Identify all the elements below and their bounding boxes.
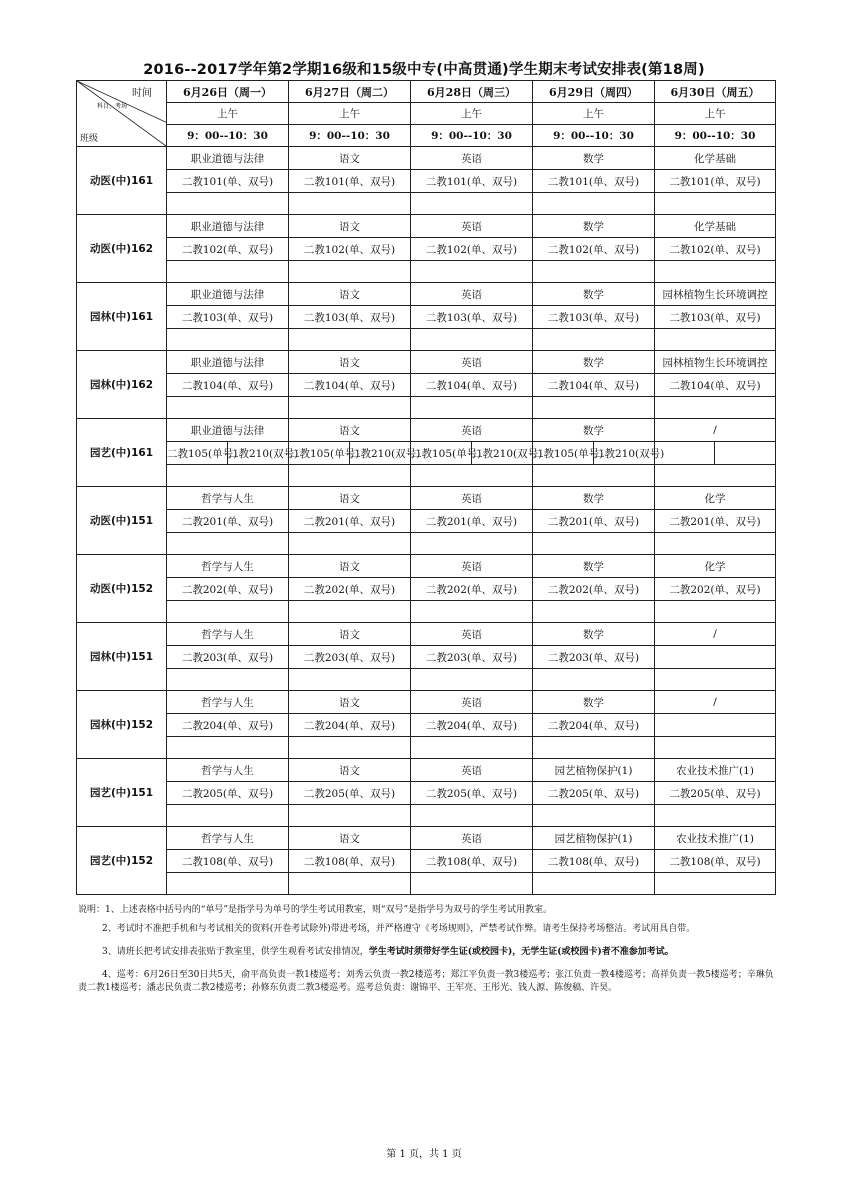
blank-cell bbox=[655, 329, 776, 351]
room-cell: 二教108(单、双号) bbox=[411, 850, 533, 873]
subject-cell: 职业道德与法律 bbox=[167, 215, 289, 238]
room-cell: 二教203(单、双号) bbox=[289, 646, 411, 669]
blank-cell bbox=[655, 737, 776, 759]
room-cell: 二教202(单、双号) bbox=[533, 578, 655, 601]
page-title: 2016--2017学年第2学期16级和15级中专(中高贯通)学生期末考试安排表(第18周) bbox=[143, 62, 705, 78]
blank-cell bbox=[411, 805, 533, 827]
time-header: 9：00--10：30 bbox=[533, 125, 655, 147]
note-3-bold: 学生考试时须带好学生证(或校园卡)，无学生证(或校园卡)者不准参加考试。 bbox=[368, 947, 674, 957]
subject-cell: 英语 bbox=[411, 691, 533, 714]
room-cell: 二教203(单、双号) bbox=[533, 646, 655, 669]
class-name: 动医(中)152 bbox=[77, 555, 167, 623]
room-cell-odd: 二教105(单号) bbox=[167, 442, 228, 465]
room-row bbox=[77, 850, 776, 873]
blank-cell bbox=[655, 465, 776, 487]
blank-cell bbox=[533, 737, 655, 759]
room-cell-odd: 二教105(单号) bbox=[411, 442, 472, 465]
blank-cell bbox=[167, 873, 289, 895]
subject-cell: 化学基础 bbox=[655, 147, 776, 170]
room-cell: 二教204(单、双号) bbox=[289, 714, 411, 737]
room-cell: 二教104(单、双号) bbox=[533, 374, 655, 397]
blank-cell bbox=[167, 669, 289, 691]
subject-cell: 语文 bbox=[289, 623, 411, 646]
subject-cell: 园艺植物保护(1) bbox=[533, 827, 655, 850]
room-cell: 二教101(单、双号) bbox=[655, 170, 776, 193]
room-cell-even: 二教210(双号) bbox=[472, 442, 533, 465]
period-header: 上午 bbox=[411, 103, 533, 125]
header-row-periods bbox=[77, 103, 776, 125]
room-cell bbox=[655, 646, 776, 669]
blank-cell bbox=[411, 669, 533, 691]
room-cell: 二教108(单、双号) bbox=[533, 850, 655, 873]
blank-cell bbox=[533, 465, 655, 487]
period-header: 上午 bbox=[533, 103, 655, 125]
blank-cell bbox=[411, 329, 533, 351]
note-3 bbox=[78, 946, 778, 959]
subject-cell: 英语 bbox=[411, 419, 533, 442]
room-cell-odd: 二教105(单号) bbox=[289, 442, 350, 465]
blank-cell bbox=[167, 533, 289, 555]
subject-cell: 职业道德与法律 bbox=[167, 283, 289, 306]
subject-cell: / bbox=[655, 623, 776, 646]
subject-cell: 英语 bbox=[411, 555, 533, 578]
subject-cell: 语文 bbox=[289, 419, 411, 442]
blank-cell bbox=[655, 873, 776, 895]
subject-cell: 语文 bbox=[289, 283, 411, 306]
blank-row bbox=[77, 873, 776, 895]
blank-cell bbox=[167, 601, 289, 623]
time-header: 9：00--10：30 bbox=[411, 125, 533, 147]
blank-cell bbox=[289, 873, 411, 895]
page-footer: 第 1 页，共 1 页 bbox=[386, 1149, 462, 1160]
blank-cell bbox=[533, 669, 655, 691]
subject-cell: 语文 bbox=[289, 147, 411, 170]
header-row-times bbox=[77, 125, 776, 147]
room-cell: 二教103(单、双号) bbox=[289, 306, 411, 329]
time-header: 9：00--10：30 bbox=[655, 125, 776, 147]
class-row bbox=[77, 215, 776, 238]
blank-cell bbox=[167, 193, 289, 215]
subject-cell: 哲学与人生 bbox=[167, 759, 289, 782]
class-row bbox=[77, 623, 776, 646]
subject-cell: 数学 bbox=[533, 487, 655, 510]
room-cell: 二教205(单、双号) bbox=[411, 782, 533, 805]
room-cell: 二教102(单、双号) bbox=[411, 238, 533, 261]
room-cell: 二教104(单、双号) bbox=[411, 374, 533, 397]
blank-cell bbox=[533, 193, 655, 215]
room-row bbox=[77, 374, 776, 397]
blank-cell bbox=[533, 533, 655, 555]
room-row bbox=[77, 306, 776, 329]
blank-cell bbox=[533, 805, 655, 827]
room-row bbox=[77, 442, 776, 465]
subject-cell: 语文 bbox=[289, 351, 411, 374]
blank-cell bbox=[411, 193, 533, 215]
subject-cell: 英语 bbox=[411, 147, 533, 170]
class-name: 动医(中)162 bbox=[77, 215, 167, 283]
blank-cell bbox=[533, 601, 655, 623]
room-cell-even: 二教210(双号) bbox=[228, 442, 289, 465]
class-row bbox=[77, 487, 776, 510]
class-name: 园林(中)151 bbox=[77, 623, 167, 691]
room-cell: 二教104(单、双号) bbox=[655, 374, 776, 397]
subject-cell: 英语 bbox=[411, 487, 533, 510]
subject-cell: 语文 bbox=[289, 759, 411, 782]
subject-cell: 数学 bbox=[533, 555, 655, 578]
subject-cell: 园林植物生长环境调控 bbox=[655, 351, 776, 374]
room-cell: 二教205(单、双号) bbox=[655, 782, 776, 805]
subject-cell: 英语 bbox=[411, 827, 533, 850]
room-cell: 二教102(单、双号) bbox=[533, 238, 655, 261]
blank-row bbox=[77, 261, 776, 283]
room-cell: 二教202(单、双号) bbox=[289, 578, 411, 601]
room-row bbox=[77, 782, 776, 805]
blank-cell bbox=[289, 397, 411, 419]
room-cell: 二教202(单、双号) bbox=[655, 578, 776, 601]
room-cell: 二教201(单、双号) bbox=[655, 510, 776, 533]
room-cell: 二教103(单、双号) bbox=[411, 306, 533, 329]
subject-cell: 哲学与人生 bbox=[167, 691, 289, 714]
subject-cell: 英语 bbox=[411, 759, 533, 782]
room-cell: 二教201(单、双号) bbox=[533, 510, 655, 533]
blank-cell bbox=[167, 737, 289, 759]
subject-cell: 化学 bbox=[655, 555, 776, 578]
subject-cell: 英语 bbox=[411, 351, 533, 374]
blank-cell bbox=[411, 873, 533, 895]
blank-cell bbox=[167, 261, 289, 283]
blank-cell bbox=[655, 261, 776, 283]
period-header: 上午 bbox=[167, 103, 289, 125]
blank-row bbox=[77, 805, 776, 827]
subject-cell: 化学 bbox=[655, 487, 776, 510]
subject-cell: 农业技术推广(1) bbox=[655, 827, 776, 850]
note-1: 说明：1、上述表格中括号内的“单号”是指学号为单号的学生考试用教室，则“双号”是指学号为双号的学生考试用教室。 bbox=[78, 905, 553, 915]
blank-cell bbox=[655, 193, 776, 215]
class-name: 园林(中)161 bbox=[77, 283, 167, 351]
room-cell: 二教103(单、双号) bbox=[533, 306, 655, 329]
blank-cell bbox=[655, 601, 776, 623]
room-cell: 二教204(单、双号) bbox=[411, 714, 533, 737]
room-cell: 二教202(单、双号) bbox=[411, 578, 533, 601]
class-name: 园艺(中)152 bbox=[77, 827, 167, 895]
class-name: 园艺(中)161 bbox=[77, 419, 167, 487]
blank-cell bbox=[533, 873, 655, 895]
room-cell: 二教201(单、双号) bbox=[289, 510, 411, 533]
subject-cell: 化学基础 bbox=[655, 215, 776, 238]
room-cell: 二教204(单、双号) bbox=[167, 714, 289, 737]
class-row bbox=[77, 827, 776, 850]
subject-cell: 英语 bbox=[411, 623, 533, 646]
room-cell-odd: 二教105(单号) bbox=[533, 442, 594, 465]
day-header: 6月30日（周五） bbox=[655, 81, 776, 103]
blank-cell bbox=[289, 805, 411, 827]
day-header: 6月29日（周四） bbox=[533, 81, 655, 103]
blank-cell bbox=[289, 329, 411, 351]
room-cell: 二教101(单、双号) bbox=[411, 170, 533, 193]
room-cell bbox=[655, 714, 776, 737]
room-cell: 二教103(单、双号) bbox=[655, 306, 776, 329]
blank-row bbox=[77, 737, 776, 759]
room-cell: 二教108(单、双号) bbox=[655, 850, 776, 873]
subject-cell: 职业道德与法律 bbox=[167, 351, 289, 374]
subject-cell: 数学 bbox=[533, 691, 655, 714]
room-cell: 二教101(单、双号) bbox=[533, 170, 655, 193]
blank-cell bbox=[655, 397, 776, 419]
subject-cell: 英语 bbox=[411, 283, 533, 306]
blank-cell bbox=[533, 329, 655, 351]
subject-cell: 数学 bbox=[533, 147, 655, 170]
class-name: 动医(中)151 bbox=[77, 487, 167, 555]
room-cell: 二教101(单、双号) bbox=[167, 170, 289, 193]
period-header: 上午 bbox=[289, 103, 411, 125]
subject-cell: 英语 bbox=[411, 215, 533, 238]
subject-cell: 数学 bbox=[533, 283, 655, 306]
corner-time-label: 时间 bbox=[132, 88, 152, 99]
time-header: 9：00--10：30 bbox=[167, 125, 289, 147]
subject-cell: 园艺植物保护(1) bbox=[533, 759, 655, 782]
subject-cell: 数学 bbox=[533, 351, 655, 374]
class-name: 园艺(中)151 bbox=[77, 759, 167, 827]
note-4: 4、巡考：6月26日至30日共5天，俞平高负责一教1楼巡考；刘秀云负责一教2楼巡考；郑江平负责一教3楼巡考；张江负责一教4楼巡考；高祥负责一教5楼巡考；辛琳负责二教1楼巡考；潘志民负责二教2楼巡考；孙修东负责二教3楼巡考。巡考总负责：谢锦平、王军亮、王彤光、钱人源、陈俊稿、许昊。 bbox=[78, 970, 774, 993]
class-name: 动医(中)161 bbox=[77, 147, 167, 215]
subject-cell: 哲学与人生 bbox=[167, 827, 289, 850]
blank-cell bbox=[655, 669, 776, 691]
blank-cell bbox=[289, 465, 411, 487]
blank-cell bbox=[411, 261, 533, 283]
room-cell-even: 二教210(双号) bbox=[350, 442, 411, 465]
class-name: 园林(中)162 bbox=[77, 351, 167, 419]
exam-schedule-table bbox=[76, 80, 776, 895]
room-cell: 二教103(单、双号) bbox=[167, 306, 289, 329]
blank-cell bbox=[289, 193, 411, 215]
blank-row bbox=[77, 397, 776, 419]
room-cell: 二教204(单、双号) bbox=[533, 714, 655, 737]
room-cell: 二教201(单、双号) bbox=[411, 510, 533, 533]
subject-cell: / bbox=[655, 691, 776, 714]
table-body bbox=[77, 81, 776, 895]
class-row bbox=[77, 351, 776, 374]
subject-cell: 数学 bbox=[533, 215, 655, 238]
blank-cell bbox=[533, 261, 655, 283]
subject-cell: 哲学与人生 bbox=[167, 555, 289, 578]
blank-cell bbox=[289, 261, 411, 283]
room-cell: 二教108(单、双号) bbox=[167, 850, 289, 873]
blank-cell bbox=[411, 533, 533, 555]
room-cell: 二教102(单、双号) bbox=[289, 238, 411, 261]
class-row bbox=[77, 419, 776, 442]
blank-cell bbox=[655, 533, 776, 555]
corner-subject-label: 科目、考场 bbox=[97, 103, 128, 110]
blank-cell bbox=[411, 737, 533, 759]
blank-row bbox=[77, 601, 776, 623]
room-cell: 二教108(单、双号) bbox=[289, 850, 411, 873]
blank-cell bbox=[411, 601, 533, 623]
room-cell: 二教102(单、双号) bbox=[167, 238, 289, 261]
subject-cell: 职业道德与法律 bbox=[167, 419, 289, 442]
blank-cell bbox=[167, 329, 289, 351]
day-header: 6月26日（周一） bbox=[167, 81, 289, 103]
room-cell: 二教104(单、双号) bbox=[289, 374, 411, 397]
subject-cell: 农业技术推广(1) bbox=[655, 759, 776, 782]
blank-cell bbox=[411, 465, 533, 487]
blank-row bbox=[77, 533, 776, 555]
subject-cell: 语文 bbox=[289, 555, 411, 578]
class-row bbox=[77, 555, 776, 578]
room-row bbox=[77, 646, 776, 669]
room-cell-even: 二教210(双号) bbox=[594, 442, 655, 465]
time-header: 9：00--10：30 bbox=[289, 125, 411, 147]
room-cell: 二教101(单、双号) bbox=[289, 170, 411, 193]
blank-cell bbox=[167, 397, 289, 419]
class-row bbox=[77, 759, 776, 782]
subject-cell: 职业道德与法律 bbox=[167, 147, 289, 170]
class-row bbox=[77, 283, 776, 306]
subject-cell: 语文 bbox=[289, 691, 411, 714]
blank-cell bbox=[411, 397, 533, 419]
class-name: 园林(中)152 bbox=[77, 691, 167, 759]
class-row bbox=[77, 691, 776, 714]
room-cell: 二教201(单、双号) bbox=[167, 510, 289, 533]
room-cell-empty bbox=[715, 442, 776, 465]
blank-cell bbox=[289, 533, 411, 555]
day-header: 6月27日（周二） bbox=[289, 81, 411, 103]
room-row bbox=[77, 510, 776, 533]
corner-class-label: 班级 bbox=[80, 134, 99, 144]
period-header: 上午 bbox=[655, 103, 776, 125]
blank-cell bbox=[289, 601, 411, 623]
blank-row bbox=[77, 669, 776, 691]
blank-cell bbox=[167, 805, 289, 827]
subject-cell: / bbox=[655, 419, 776, 442]
subject-cell: 语文 bbox=[289, 827, 411, 850]
note-2: 2、考试时不准把手机和与考试相关的资料(开卷考试除外)带进考场，并严格遵守《考场规则》，严禁考试作弊。请考生保持考场整洁。考试用具自带。 bbox=[102, 924, 696, 934]
room-cell: 二教104(单、双号) bbox=[167, 374, 289, 397]
subject-cell: 数学 bbox=[533, 419, 655, 442]
room-cell: 二教205(单、双号) bbox=[167, 782, 289, 805]
subject-cell: 园林植物生长环境调控 bbox=[655, 283, 776, 306]
room-row bbox=[77, 170, 776, 193]
room-cell: 二教102(单、双号) bbox=[655, 238, 776, 261]
subject-cell: 哲学与人生 bbox=[167, 487, 289, 510]
note-3-text: 3、请班长把考试安排表张贴于教室里，供学生观看考试安排情况， bbox=[102, 947, 369, 957]
header-row-dates bbox=[77, 81, 776, 103]
room-row bbox=[77, 578, 776, 601]
subject-cell: 语文 bbox=[289, 215, 411, 238]
blank-row bbox=[77, 329, 776, 351]
blank-cell bbox=[289, 669, 411, 691]
blank-row bbox=[77, 465, 776, 487]
blank-row bbox=[77, 193, 776, 215]
subject-cell: 数学 bbox=[533, 623, 655, 646]
room-cell: 二教203(单、双号) bbox=[411, 646, 533, 669]
room-cell: 二教203(单、双号) bbox=[167, 646, 289, 669]
room-row bbox=[77, 714, 776, 737]
blank-cell bbox=[167, 465, 289, 487]
subject-cell: 哲学与人生 bbox=[167, 623, 289, 646]
blank-cell bbox=[655, 805, 776, 827]
day-header: 6月28日（周三） bbox=[411, 81, 533, 103]
subject-cell: 语文 bbox=[289, 487, 411, 510]
room-cell: 二教202(单、双号) bbox=[167, 578, 289, 601]
room-row bbox=[77, 238, 776, 261]
class-row bbox=[77, 147, 776, 170]
blank-cell bbox=[289, 737, 411, 759]
blank-cell bbox=[533, 397, 655, 419]
room-cell: 二教205(单、双号) bbox=[289, 782, 411, 805]
room-cell: 二教205(单、双号) bbox=[533, 782, 655, 805]
corner-header bbox=[77, 81, 167, 147]
